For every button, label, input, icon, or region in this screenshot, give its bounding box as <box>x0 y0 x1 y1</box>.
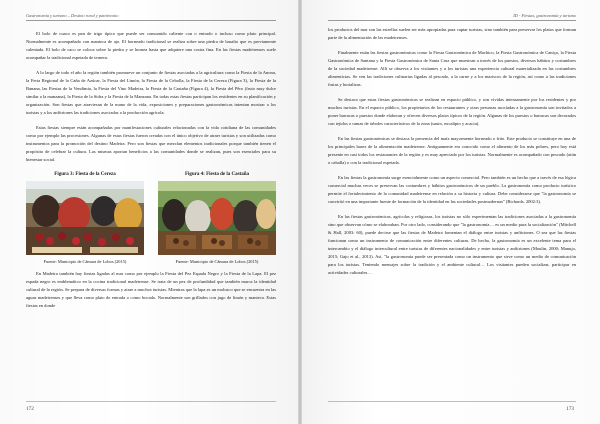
figure-3 <box>26 171 144 266</box>
figure-4-title: Figura 4: Fiesta de la Castaña <box>184 172 250 177</box>
figures-row <box>26 171 276 266</box>
paragraph: El bolo de cuaco es pan de trigo típico que puede ser consumido caliente con o entrado o incluso como plato principal. Normalmente es acompañado con manteca de ajo. El horneado tradicional se realiza sobre una piedra de basalto que es previamente calentada. El bolo de caco se coloca sobre la piedra y se hornea hasta que adquiere una costra fina. En las fiestas madeirenses suele acompañar la tradicional espetada de ternera. <box>26 31 276 60</box>
paragraph: En las fiestas la gastronomía surge esencialmente como un aspecto comercial. Pero también es un hecho que a través de esa lógica comercial muchas veces se preservan las costumbres y hábitos gastronómicos de un pueblo. La gastronomía como producto turístico permite el fortalecimiento de la comunidad madeirense en relación a su historia y cultura. Debe considerarse que "la gastronomía se convirtió en una importante fuente de formación de la identidad en las sociedades postmodernas" (Richards, 2002:3). <box>328 175 576 204</box>
running-head-left: Gastronomía y turismo – Destino rural y patrimonio <box>26 13 119 18</box>
left-page <box>0 0 298 424</box>
figure-3-source: Fuente: Municipio de Câmara de Lobos (2015) <box>43 259 127 264</box>
figure-4 <box>158 171 276 266</box>
paragraph: Estas fiestas siempre están acompañadas por manifestaciones culturales relacionadas con la vida cotidiana de las comunidades como por ejemplo las procesiones. Algunas de estas fiestas fueron creadas con el único objetivo de atraer turistas y son utilizadas como instrumentos para la promoción del destino Madeira. Pero son fiestas que mezclan elementos tradicionales porque también tienen el propósito de celebrar la cultura. Las mismas aportan beneficios a las comunidades donde se realizan, pues son esenciales para su bienestar social. <box>26 125 276 162</box>
header-rule-left <box>26 20 276 21</box>
paragraph: En Madeira también hay fiestas ligadas al mar como por ejemplo la Fiesta del Pez Espada Negro y la Fiesta de la Lapa. El pez espada negro es emblemático en la cocina tradicional madeirense. Se trata de un pez de profundidad que también marca la identidad cultural de la región. Se prepara de diversas formas y atrae a muchos turistas. Mientras que la lapa es un molusco que se encuentra en las aguas madeirenses y que lleva como plato de entrada o como bocado. Normalmente son grillados con jugo de limón y manteca. Estas fiestas en donde <box>26 271 276 308</box>
paragraph: En las fiestas gastronómicas, agrícolas y religiosas, los turistas no sólo experimentan las tradiciones asociadas a la gastronomía sino que observan cómo se elaboraban. Por otro lado, considerando que "la gastronomía… es un medio para la socialización" (Mitchell & Hall, 2003: 60), puede decirse que las fiestas de Madeira fomentan el diálogo entre turistas y anfitriones. O sea que las fiestas funcionan como un instrumento de comunicación entre diferentes culturas. De hecho, la gastronomía es un excelente tema para el intercambio y el diálogo intercultural entre turistas de diferentes nacionalidades y entre turistas y anfitriones (Moulin, 2000; Manujo, 2015; Gajo et al., 2013). Así, "la gastronomía puede ser presentada como un instrumento que sirve como un medio de comunicación para los turistas. Teniendo mensajes sobre la tradición y el ambiente cultural… Los visitantes pueden socializar, participar en actividades culturales… <box>328 214 576 275</box>
cherry-festival-photo <box>26 181 144 255</box>
page-number-left: 172 <box>26 406 34 412</box>
paragraph: A lo largo de todo el año la región también promueve un conjunto de fiestas asociadas a la agricultura como la Fiesta de la Anona, la Feria Regional de la Caña de Azúcar, la Fiesta del Limón, la Fiesta de la Cebolla, la Fiesta de la Cereza (Figura 3), la Fiesta de la Banana, las Fiestas de la Vendimia, la Fiesta del Vino Madeira, la Fiesta de la Castaña (Figura 4), la Fiesta del Pêro (fruto muy dulce similar a la manzana), la Fiesta de la Sidra y la Fiesta de la Manzana. En todas estas fiestas participan los residentes en su planificación y organización. Son fiestas que atraviesan de la mano de la vida, exposiciones y preparaciones gastronómicas intentan mostrar a los turistas y a los anfitriones las tradiciones asociadas a la producción agrícola. <box>26 70 276 115</box>
running-head-right: ID - Fiestas, gastronomía y turismo <box>513 13 576 18</box>
paragraph: Se destaca que estas fiestas gastronómicas se realizan en espacio público, y son vividas intensamente por los residentes y por muchos turistas. En el espacio público, los propietarios de los restaurantes y otras personas asociadas a la gastronomía son invitados a poner barracas o puestos donde elaboran y ofrecen diversos platos típicos de la región. Algunas de los puestos o barracas son decorados con tejidos o ramas de árboles característicos de la zona (sauto, eucalipto y acacia). <box>328 97 576 126</box>
chestnut-festival-photo <box>158 181 276 255</box>
footer-rule-left <box>26 401 276 402</box>
footer-rule-right <box>328 401 576 402</box>
header-rule-right <box>328 20 576 21</box>
page-number-right: 173 <box>566 406 574 412</box>
paragraph: los productos del mar son las estrellas suelen ser más apropiadas para captar turistas, sino también para preservar los platos que forman parte de la alimentación de las madeirenses. <box>328 27 576 40</box>
figure-4-source: Fuente: Municipio de Câmara de Lobos (2015) <box>175 259 259 264</box>
figure-3-title: Figura 3: Fiesta de la Cereza <box>54 172 116 177</box>
paragraph: En las fiestas gastronómicas se destaca la presencia del maíz mayormente horneado o frito. Este producto se constituye en una de los principales bases de la alimentación madeirense. Antiguamente era conocido como el alimento de los más pobres, pero hoy está presente en casi todos los restaurantes de la región y es muy apreciado por los turistas. Normalmente es acompañado con pescado (atún o caballa) o con la tradicional espetada. <box>328 136 576 165</box>
paragraph: Finalmente están las fiestas gastronómicas como la Fiesta Gastronómica de Machico, la Fiesta Gastronómica de Caniço, la Fiesta Gastronómica de Santana y la Fiesta Gastronómica de Santa Cruz que muestran a través de los puestos, diversos hábitos y costumbres de la sociedad madeirense. Allí se observa a los visitantes y a los turistas una experiencia cultural materializada en las costumbres alimenticias. Se ven las tradiciones culinarias ligadas al pescado, a la carne y a los mariscos de la región, así como a las tradiciones frutas y hortalizas. <box>328 50 576 87</box>
right-page-body <box>328 26 576 284</box>
right-page <box>302 0 600 424</box>
left-page-body <box>26 30 276 317</box>
